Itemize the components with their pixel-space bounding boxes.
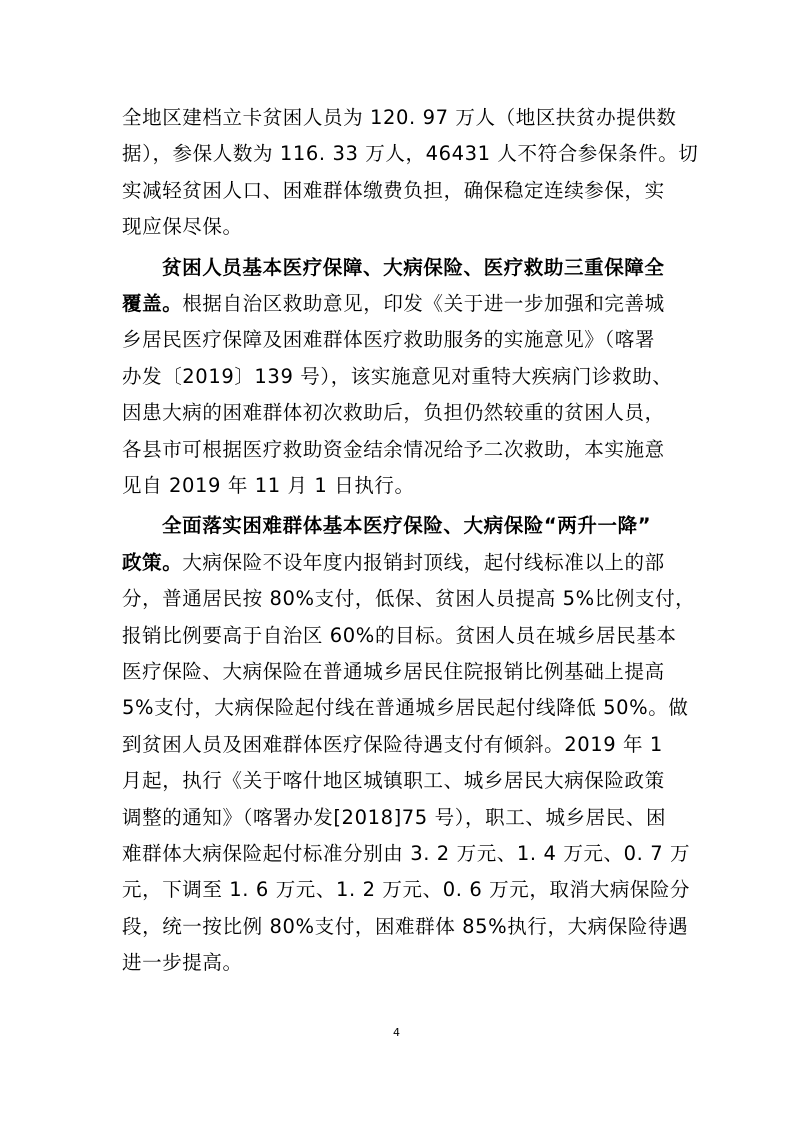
line-text: 各县市可根据医疗救助资金结余情况给予二次救助，本实施意 xyxy=(122,437,665,461)
line-text: 因患大病的困难群体初次救助后，负担仍然较重的贫困人员， xyxy=(122,401,665,425)
text-line xyxy=(122,464,793,508)
line-text: 大病保险不设年度内报销封顶线，起付线标准以上的部 xyxy=(182,550,665,574)
line-text: 5%支付，大病保险起付线在普通城乡居民起付线降低 50%。做 xyxy=(122,696,689,720)
line-text: 全地区建档立卡贫困人员为 120. 97 万人（地区扶贫办提供数 xyxy=(122,106,677,129)
line-text: 分，普通居民按 80%支付，低保、贫困人员提高 5%比例支付， xyxy=(122,587,696,611)
text-line xyxy=(122,941,793,985)
text-line xyxy=(122,205,793,249)
line-text: 医疗保险、大病保险在普通城乡居民住院报销比例基础上提高 xyxy=(122,660,665,683)
line-text: 据），参保人数为 116. 33 万人，46431 人不符合参保条件。切 xyxy=(122,142,699,166)
line-text: 进一步提高。 xyxy=(122,951,243,975)
line-text: 段，统一按比例 80%支付，困难群体 85%执行，大病保险待遇 xyxy=(122,914,689,938)
line-text: 元，下调至 1. 6 万元、1. 2 万元、0. 6 万元，取消大病保险分 xyxy=(122,878,691,902)
line-text: 难群体大病保险起付标准分别由 3. 2 万元、1. 4 万元、0. 7 万 xyxy=(122,842,691,865)
section-heading: 覆盖。 xyxy=(122,292,183,315)
section-heading: 全面落实困难群体基本医疗保险、大病保险“两升一降” xyxy=(162,514,652,538)
line-text: 现应保尽保。 xyxy=(122,215,243,239)
line-text: 月起，执行《关于喀什地区城镇职工、城乡居民大病保险政策 xyxy=(122,769,665,793)
line-text: 见自 2019 年 11 月 1 日执行。 xyxy=(122,474,415,497)
line-text: 办发〔2019〕139 号），该实施意见对重特大疾病门诊救助、 xyxy=(122,364,673,388)
line-text: 乡居民医疗保障及困难群体医疗救助服务的实施意见》（喀署 xyxy=(122,328,655,352)
line-text: 调整的通知》（喀署办发[2018]75 号），职工、城乡居民、困 xyxy=(122,805,667,829)
section-heading: 贫困人员基本医疗保障、大病保险、医疗救助三重保障全 xyxy=(162,255,665,279)
line-text: 实减轻贫困人口、困难群体缴费负担，确保稳定连续参保，实 xyxy=(122,178,665,202)
line-text: 报销比例要高于自治区 60%的目标。贫困人员在城乡居民基本 xyxy=(122,623,677,647)
page-number: 4 xyxy=(393,1026,400,1039)
line-text: 根据自治区救助意见，印发《关于进一步加强和完善城 xyxy=(182,292,665,315)
line-text: 到贫困人员及困难群体医疗保险待遇支付有倾斜。2019 年 1 xyxy=(122,732,663,756)
section-heading: 政策。 xyxy=(122,550,183,574)
